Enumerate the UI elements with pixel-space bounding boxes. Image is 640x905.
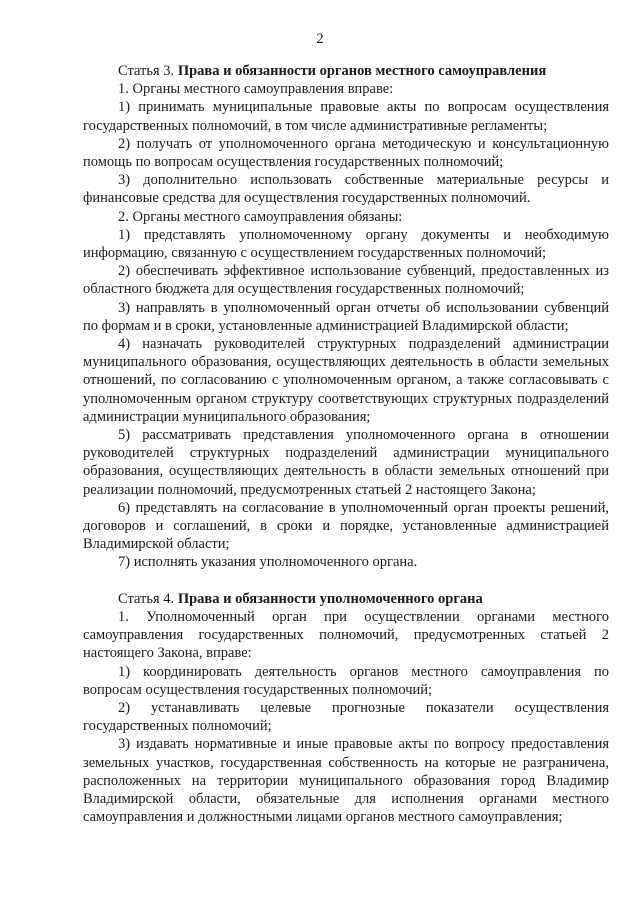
article-3-paragraph: 1) принимать муниципальные правовые акты по вопросам осуществления государственных полномочий, в том числе административные регламенты;: [83, 99, 609, 134]
article-4-prefix: Статья 4.: [118, 590, 175, 607]
page-number: 2: [316, 31, 324, 47]
article-4-heading: [83, 590, 609, 608]
article-3-paragraph: 3) дополнительно использовать собственные материальные ресурсы и финансовые средства для осуществления государственных полномочий.: [83, 172, 609, 207]
article-4-paragraph: 1) координировать деятельность органов местного самоуправления по вопросам осуществления государственных полномочий;: [83, 663, 609, 698]
article-3-prefix: Статья 3.: [118, 63, 175, 79]
article-3-paragraph: 1) представлять уполномоченному органу документы и необходимую информацию, связанную с осуществлением государственных полномочий;: [83, 226, 609, 262]
article-3-paragraph: 2) обеспечивать эффективное использование субвенций, предоставленных из областного бюджета для осуществления государственных полномочий;: [83, 263, 609, 298]
section-gap: [83, 572, 609, 590]
article-3-heading: [83, 62, 609, 80]
article-3-paragraph: 6) представлять на согласование в уполномоченный орган проекты решений, договоров и соглашений, в сроки и порядке, установленные администрацией Владимирской области;: [83, 499, 609, 553]
article-3-paragraph: 5) рассматривать представления уполномоченного органа в отношении руководителей структурных подразделений администрации муниципального образования, осуществляющих деятельность в области земельных отношений при реализации полномочий, предусмотренных статьей 2 настоящего Закона;: [83, 427, 609, 498]
article-3-paragraph: 1. Органы местного самоуправления вправе:: [118, 81, 394, 98]
article-3-paragraph: 2) получать от уполномоченного органа методическую и консультационную помощь по вопросам осуществления государственных полномочий;: [83, 135, 609, 171]
article-3-paragraph: 3) направлять в уполномоченный орган отчеты об использовании субвенций по формам и в сроки, установленные администрацией Владимирской области;: [83, 299, 609, 334]
document-body: [83, 62, 609, 826]
article-4-paragraph: 1. Уполномоченный орган при осуществлении органами местного самоуправления государственных полномочий, предусмотренных статьей 2 настоящего Закона, вправе:: [83, 608, 609, 662]
article-3-paragraph: 7) исполнять указания уполномоченного органа.: [118, 554, 418, 571]
article-4-paragraph: 2) устанавливать целевые прогнозные показатели осуществления государственных полномочий;: [83, 699, 609, 735]
article-4-paragraph: 3) издавать нормативные и иные правовые акты по вопросу предоставления земельных участков, государственная собственность на которые не разграничена, расположенных на территории муниципального образования город Владимир Владимирской области, обязательные для исполнения органами местного самоуправления и должностными лицами органов местного самоуправления;: [83, 736, 609, 826]
article-4-title: Права и обязанности уполномоченного органа: [177, 590, 483, 607]
article-3-paragraph: 2. Органы местного самоуправления обязаны:: [118, 208, 403, 225]
article-3-paragraph: 4) назначать руководителей структурных подразделений администрации муниципального образования, осуществляющих деятельность в области земельных отношений, по согласованию с уполномоченным органом, а также согласовывать с уполномоченным органом структуру соответствующих структурных подразделений администрации муниципального образования;: [83, 336, 609, 425]
article-3-title: Права и обязанности органов местного самоуправления: [177, 63, 547, 79]
